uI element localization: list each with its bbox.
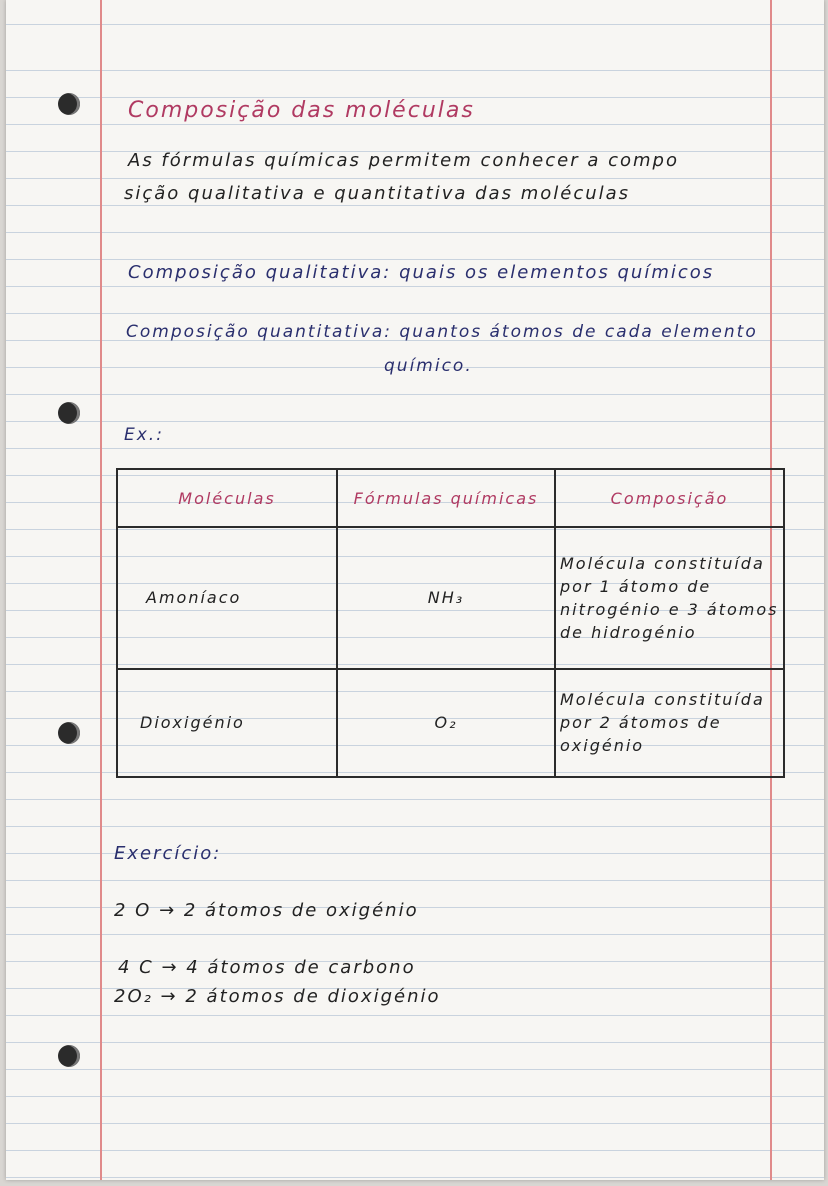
exercise-item: 4 C → 4 átomos de carbono [118, 957, 416, 978]
header-formulas: Fórmulas químicas [337, 469, 555, 527]
cell-formula: O₂ [337, 669, 555, 777]
cell-composicao: Molécula constituída por 1 átomo de nitrogénio e 3 átomos de hidrogénio [555, 527, 784, 669]
molecules-table [116, 468, 785, 778]
exercise-item: 2 O → 2 átomos de oxigénio [114, 900, 419, 921]
table-row [117, 527, 784, 669]
header-moleculas: Moléculas [117, 469, 337, 527]
example-label: Ex.: [124, 425, 164, 445]
intro-line-1: As fórmulas químicas permitem conhecer a compo [128, 150, 679, 171]
punch-hole [58, 402, 80, 424]
cell-molecula: Dioxigénio [117, 669, 337, 777]
punch-hole [58, 93, 80, 115]
quantitative-definition-line-2: químico. [384, 356, 473, 376]
punch-hole [58, 1045, 80, 1067]
notebook-page [6, 0, 824, 1180]
header-composicao: Composição [555, 469, 784, 527]
qualitative-definition: Composição qualitativa: quais os elementos químicos [128, 262, 715, 283]
exercise-item: 2O₂ → 2 átomos de dioxigénio [114, 986, 441, 1007]
left-margin-line [100, 0, 102, 1180]
page-title: Composição das moléculas [128, 98, 475, 123]
quantitative-definition-line-1: Composição quantitativa: quantos átomos de cada elemento [126, 322, 758, 342]
exercise-label: Exercício: [114, 843, 222, 864]
cell-composicao: Molécula constituída por 2 átomos de oxigénio [555, 669, 784, 777]
cell-molecula: Amoníaco [117, 527, 337, 669]
table-row [117, 669, 784, 777]
table-header-row [117, 469, 784, 527]
cell-formula: NH₃ [337, 527, 555, 669]
intro-line-2: sição qualitativa e quantitativa das moléculas [124, 183, 631, 204]
punch-hole [58, 722, 80, 744]
